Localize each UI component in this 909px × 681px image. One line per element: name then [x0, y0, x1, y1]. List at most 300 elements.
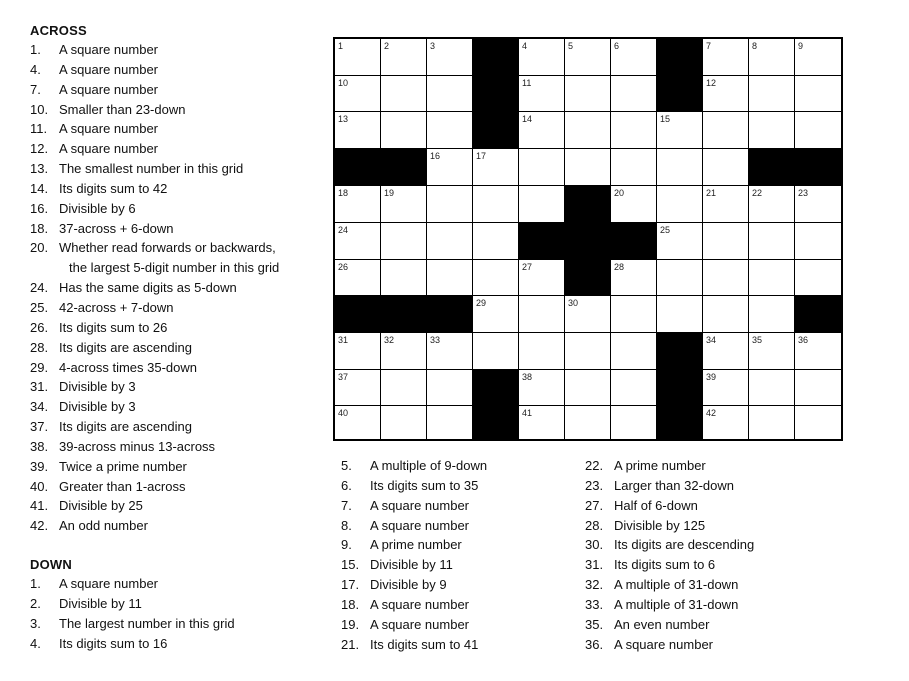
- black-square: [611, 223, 657, 260]
- black-square: [657, 333, 703, 370]
- grid-cell[interactable]: [657, 149, 703, 186]
- clue-text-line: Whether read forwards or backwards,: [59, 240, 276, 256]
- black-square: [749, 149, 795, 186]
- grid-cell[interactable]: [473, 223, 519, 260]
- grid-cell[interactable]: [657, 186, 703, 223]
- clue-text: [614, 516, 705, 536]
- clue-number: 10.: [30, 101, 49, 117]
- grid-cell[interactable]: [749, 260, 795, 296]
- cell-number: 13: [338, 114, 349, 124]
- clue-text-line: Divisible by 11: [59, 595, 142, 611]
- grid-cell[interactable]: [519, 406, 565, 439]
- clue-item: [30, 338, 320, 358]
- clue-number: 13.: [30, 161, 49, 177]
- grid-cell[interactable]: [795, 186, 841, 223]
- clue-text-line: A multiple of 9-down: [370, 458, 488, 473]
- grid-cell[interactable]: [335, 112, 381, 149]
- clue-item: [585, 476, 815, 496]
- grid-cell[interactable]: [381, 260, 427, 296]
- clue-text: [370, 555, 453, 575]
- clue-text-line: A square number: [59, 141, 159, 157]
- grid-cell[interactable]: [703, 186, 749, 223]
- grid-cell[interactable]: [335, 76, 381, 112]
- clue-text-line: Greater than 1-across: [59, 478, 186, 494]
- down-clue-list-1: [30, 574, 320, 653]
- grid-cell[interactable]: [427, 76, 473, 112]
- black-square: [565, 260, 611, 296]
- clue-text: [59, 437, 215, 457]
- cell-number: 24: [338, 225, 349, 235]
- clue-number: 34.: [30, 399, 49, 415]
- clue-text-line: A square number: [370, 616, 470, 632]
- clue-text: [59, 179, 167, 199]
- grid-cell[interactable]: [427, 260, 473, 296]
- clue-text-line: Divisible by 11: [370, 557, 453, 573]
- black-square: [657, 39, 703, 76]
- down-clue-list-3: [585, 456, 815, 654]
- clue-number: 12.: [30, 141, 49, 157]
- clue-text: [59, 457, 187, 477]
- grid-cell[interactable]: [565, 112, 611, 149]
- clue-text: [59, 417, 192, 437]
- cell-number: 33: [430, 335, 441, 345]
- cell-number: 32: [384, 335, 395, 345]
- clue-item: [30, 298, 320, 318]
- clue-item: [30, 238, 320, 278]
- clue-text-line: A square number: [370, 517, 470, 533]
- clue-text-line: The smallest number in this grid: [59, 161, 244, 177]
- grid-cell[interactable]: [335, 186, 381, 223]
- clue-text: [59, 496, 143, 516]
- clue-text-line: Divisible by 6: [59, 200, 136, 216]
- clue-number: 29.: [30, 359, 49, 375]
- clue-number: 5.: [341, 458, 352, 473]
- grid-cell[interactable]: [749, 112, 795, 149]
- clue-item: [30, 119, 320, 139]
- grid-cell[interactable]: [795, 370, 841, 406]
- grid-cell[interactable]: [519, 260, 565, 296]
- cell-number: 40: [338, 408, 349, 418]
- clue-number: 39.: [30, 458, 49, 474]
- clue-item: [30, 100, 320, 120]
- clue-number: 7.: [30, 81, 41, 97]
- clue-text-line: Its digits sum to 16: [59, 635, 168, 651]
- cell-number: 3: [430, 41, 436, 51]
- grid-cell[interactable]: [795, 223, 841, 260]
- cell-number: 15: [660, 114, 671, 124]
- clue-text: [614, 635, 713, 655]
- grid-cell[interactable]: [335, 260, 381, 296]
- clue-item: [30, 219, 320, 239]
- clue-item: [585, 635, 815, 655]
- cell-number: 9: [798, 41, 804, 51]
- grid-cell[interactable]: [381, 406, 427, 439]
- clue-number: 35.: [585, 616, 604, 632]
- grid-cell[interactable]: [795, 76, 841, 112]
- grid-cell[interactable]: [381, 370, 427, 406]
- grid-cell[interactable]: [519, 186, 565, 223]
- clue-text-line: A square number: [59, 42, 159, 57]
- grid-cell[interactable]: [611, 370, 657, 406]
- grid-cell[interactable]: [749, 333, 795, 370]
- clue-item: [341, 555, 571, 575]
- clue-item: [30, 40, 320, 60]
- grid-cell[interactable]: [519, 333, 565, 370]
- clue-number: 8.: [341, 517, 352, 533]
- grid-cell[interactable]: [749, 76, 795, 112]
- black-square: [473, 370, 519, 406]
- grid-cell[interactable]: [473, 333, 519, 370]
- clue-text: [370, 635, 478, 655]
- clue-item: [30, 397, 320, 417]
- cell-number: 19: [384, 188, 395, 198]
- clue-text: [614, 615, 709, 635]
- black-square: [657, 370, 703, 406]
- clue-item: [341, 496, 571, 516]
- clue-text: [614, 595, 738, 615]
- clue-text-line: A square number: [59, 61, 159, 77]
- clue-text: [614, 456, 706, 476]
- grid-cell[interactable]: [427, 370, 473, 406]
- clue-text-line: A square number: [370, 596, 470, 612]
- cell-number: 25: [660, 225, 671, 235]
- grid-cell[interactable]: [427, 223, 473, 260]
- black-square: [473, 406, 519, 439]
- clue-text: [59, 477, 185, 497]
- grid-cell[interactable]: [703, 260, 749, 296]
- grid-cell[interactable]: [381, 223, 427, 260]
- grid-cell[interactable]: [519, 149, 565, 186]
- clue-number: 18.: [30, 220, 49, 236]
- cell-number: 1: [338, 41, 344, 51]
- grid-cell[interactable]: [703, 370, 749, 406]
- across-clue-list: [30, 40, 320, 536]
- grid-cell[interactable]: [749, 223, 795, 260]
- clue-number: 17.: [341, 577, 360, 593]
- clue-text-line: 37-across + 6-down: [59, 220, 174, 236]
- black-square: [519, 223, 565, 260]
- grid-cell[interactable]: [335, 333, 381, 370]
- cell-number: 35: [752, 335, 763, 345]
- clue-text: [59, 318, 167, 338]
- cell-number: 27: [522, 262, 533, 272]
- grid-cell[interactable]: [335, 370, 381, 406]
- grid-cell[interactable]: [749, 370, 795, 406]
- cell-number: 30: [568, 298, 579, 308]
- clue-text-line: Divisible by 25: [59, 498, 143, 514]
- clue-number: 2.: [30, 595, 41, 611]
- clue-text-line: Its digits are ascending: [59, 339, 192, 355]
- clue-number: 4.: [30, 61, 41, 77]
- clue-number: 24.: [30, 280, 49, 296]
- black-square: [381, 149, 427, 186]
- grid-cell[interactable]: [565, 296, 611, 333]
- black-square: [335, 296, 381, 333]
- cell-number: 28: [614, 262, 625, 272]
- black-square: [427, 296, 473, 333]
- clue-text-line: Twice a prime number: [59, 458, 187, 474]
- clue-item: [30, 60, 320, 80]
- grid-cell[interactable]: [611, 39, 657, 76]
- grid-cell[interactable]: [565, 333, 611, 370]
- grid-cell[interactable]: [611, 296, 657, 333]
- clue-text-line: Half of 6-down: [614, 497, 698, 513]
- clue-text: [59, 634, 167, 654]
- clue-text-line: Divisible by 9: [370, 577, 447, 593]
- grid-cell[interactable]: [381, 76, 427, 112]
- clue-number: 30.: [585, 537, 604, 553]
- clue-text: [370, 516, 469, 536]
- clue-item: [30, 457, 320, 477]
- clue-text: [59, 338, 192, 358]
- clue-item: [585, 456, 815, 476]
- cell-number: 37: [338, 372, 349, 382]
- grid-cell[interactable]: [565, 370, 611, 406]
- clue-text-line: Larger than 32-down: [614, 477, 734, 493]
- grid-cell[interactable]: [335, 39, 381, 76]
- clue-text-line: 4-across times 35-down: [59, 359, 197, 375]
- clue-item: [30, 614, 320, 634]
- clue-text-line: Its digits sum to 41: [370, 636, 479, 652]
- grid-cell[interactable]: [703, 76, 749, 112]
- grid-cell[interactable]: [657, 223, 703, 260]
- clue-item: [30, 634, 320, 654]
- clue-item: [30, 437, 320, 457]
- clue-text: [370, 575, 447, 595]
- clue-item: [585, 516, 815, 536]
- grid-cell[interactable]: [427, 149, 473, 186]
- clue-text: [370, 535, 462, 555]
- grid-cell[interactable]: [611, 333, 657, 370]
- clue-item: [30, 594, 320, 614]
- clue-item: [341, 575, 571, 595]
- clue-text: [614, 555, 715, 575]
- cell-number: 36: [798, 335, 809, 345]
- clue-number: 9.: [341, 537, 352, 553]
- clue-text: [370, 615, 469, 635]
- grid-cell[interactable]: [795, 112, 841, 149]
- clue-item: [585, 535, 815, 555]
- clue-text-line: A square number: [59, 81, 159, 97]
- clue-number: 11.: [30, 121, 48, 137]
- clue-text-line: The largest number in this grid: [59, 615, 235, 631]
- clue-number: 28.: [585, 517, 604, 533]
- grid-cell[interactable]: [611, 186, 657, 223]
- grid-cell[interactable]: [381, 333, 427, 370]
- grid-cell[interactable]: [519, 112, 565, 149]
- clue-text-line: Its digits sum to 35: [370, 477, 479, 493]
- clue-text: [59, 574, 158, 594]
- cell-number: 17: [476, 151, 487, 161]
- clue-text: [370, 496, 469, 516]
- grid-cell[interactable]: [519, 39, 565, 76]
- clue-text-line: Smaller than 23-down: [59, 101, 186, 117]
- grid-cell[interactable]: [703, 223, 749, 260]
- grid-cell[interactable]: [795, 333, 841, 370]
- grid-cell[interactable]: [565, 149, 611, 186]
- grid-cell[interactable]: [611, 260, 657, 296]
- grid-cell[interactable]: [795, 260, 841, 296]
- clue-number: 32.: [585, 577, 604, 593]
- clue-text: [614, 476, 734, 496]
- clue-text: [59, 219, 174, 239]
- clue-text-line: A square number: [59, 121, 159, 137]
- cell-number: 42: [706, 408, 717, 418]
- clue-item: [30, 496, 320, 516]
- clue-number: 14.: [30, 180, 49, 196]
- clue-item: [585, 575, 815, 595]
- cell-number: 18: [338, 188, 349, 198]
- clue-item: [30, 477, 320, 497]
- grid-cell[interactable]: [381, 112, 427, 149]
- clue-text: [59, 397, 136, 417]
- grid-cell[interactable]: [473, 186, 519, 223]
- clue-number: 38.: [30, 438, 49, 454]
- clue-item: [341, 476, 571, 496]
- clue-text: [59, 594, 142, 614]
- grid-cell[interactable]: [611, 76, 657, 112]
- grid-cell[interactable]: [611, 149, 657, 186]
- black-square: [473, 112, 519, 149]
- clue-number: 22.: [585, 458, 604, 473]
- clue-text-line: Divisible by 3: [59, 399, 136, 415]
- clue-item: [30, 358, 320, 378]
- clue-text-line: Divisible by 125: [614, 517, 706, 533]
- grid-cell[interactable]: [611, 112, 657, 149]
- clue-number: 27.: [585, 497, 604, 513]
- clue-text-line: Divisible by 3: [59, 379, 136, 395]
- clue-number: 33.: [585, 596, 604, 612]
- clue-number: 41.: [30, 498, 49, 514]
- grid-cell[interactable]: [427, 112, 473, 149]
- grid-cell[interactable]: [657, 112, 703, 149]
- clue-item: [341, 535, 571, 555]
- grid-cell[interactable]: [795, 406, 841, 439]
- crossword-grid: [333, 37, 843, 441]
- clue-item: [585, 555, 815, 575]
- clue-text: [59, 516, 148, 536]
- grid-cell[interactable]: [703, 406, 749, 439]
- grid-cell[interactable]: [519, 76, 565, 112]
- clue-text-line: Its digits are ascending: [59, 419, 192, 435]
- grid-cell[interactable]: [335, 223, 381, 260]
- cell-number: 12: [706, 78, 717, 88]
- grid-cell[interactable]: [749, 186, 795, 223]
- down-clue-list-2: [341, 456, 571, 654]
- clue-item: [341, 456, 571, 476]
- cell-number: 39: [706, 372, 717, 382]
- cell-number: 23: [798, 188, 809, 198]
- clue-number: 42.: [30, 518, 49, 534]
- clue-item: [30, 179, 320, 199]
- cell-number: 29: [476, 298, 487, 308]
- black-square: [565, 223, 611, 260]
- clue-number: 40.: [30, 478, 49, 494]
- clue-item: [30, 199, 320, 219]
- clue-text-line: A prime number: [614, 458, 706, 473]
- black-square: [335, 149, 381, 186]
- grid-cell[interactable]: [795, 39, 841, 76]
- cell-number: 26: [338, 262, 349, 272]
- clue-text-line: A multiple of 31-down: [614, 596, 739, 612]
- grid-cell[interactable]: [565, 76, 611, 112]
- black-square: [473, 76, 519, 112]
- clue-number: 26.: [30, 319, 49, 335]
- grid-cell[interactable]: [565, 39, 611, 76]
- grid-cell[interactable]: [703, 112, 749, 149]
- clue-item: [30, 318, 320, 338]
- grid-cell[interactable]: [749, 406, 795, 439]
- clue-text: [59, 119, 158, 139]
- grid-cell[interactable]: [749, 296, 795, 333]
- clue-text-line: 39-across minus 13-across: [59, 438, 216, 454]
- grid-cell[interactable]: [703, 296, 749, 333]
- grid-cell[interactable]: [473, 149, 519, 186]
- clue-number: 19.: [341, 616, 360, 632]
- black-square: [657, 76, 703, 112]
- cell-number: 31: [338, 335, 349, 345]
- clue-text: [370, 456, 487, 476]
- grid-cell[interactable]: [381, 186, 427, 223]
- clue-item: [30, 278, 320, 298]
- grid-cell[interactable]: [427, 333, 473, 370]
- cell-number: 20: [614, 188, 625, 198]
- clue-item: [585, 496, 815, 516]
- grid-cell[interactable]: [749, 39, 795, 76]
- clue-text: [59, 40, 158, 60]
- clue-number: 28.: [30, 339, 49, 355]
- grid-cell[interactable]: [427, 39, 473, 76]
- grid-cell[interactable]: [427, 186, 473, 223]
- grid-cell[interactable]: [381, 39, 427, 76]
- clue-number: 21.: [341, 636, 360, 652]
- black-square: [473, 39, 519, 76]
- grid-cell[interactable]: [703, 149, 749, 186]
- grid-cell[interactable]: [427, 406, 473, 439]
- clue-text-continuation: the largest 5-digit number in this grid: [69, 260, 280, 276]
- clue-text-line: An odd number: [59, 518, 148, 534]
- clue-item: [30, 139, 320, 159]
- clue-item: [341, 635, 571, 655]
- clue-text-line: An even number: [614, 616, 710, 632]
- grid-cell[interactable]: [335, 406, 381, 439]
- grid-cell[interactable]: [657, 296, 703, 333]
- grid-cell[interactable]: [657, 260, 703, 296]
- grid-cell[interactable]: [703, 333, 749, 370]
- clue-item: [30, 80, 320, 100]
- grid-cell[interactable]: [611, 406, 657, 439]
- grid-cell[interactable]: [473, 296, 519, 333]
- clue-text-line: 42-across + 7-down: [59, 299, 174, 315]
- clue-text-line: A square number: [370, 497, 470, 513]
- clue-item: [341, 516, 571, 536]
- clue-number: 1.: [30, 576, 41, 591]
- grid-cell[interactable]: [519, 370, 565, 406]
- cell-number: 41: [522, 408, 533, 418]
- cell-number: 38: [522, 372, 533, 382]
- grid-cell[interactable]: [519, 296, 565, 333]
- clue-item: [341, 615, 571, 635]
- clue-text: [59, 60, 158, 80]
- grid-cell[interactable]: [565, 406, 611, 439]
- cell-number: 2: [384, 41, 390, 51]
- grid-cell[interactable]: [703, 39, 749, 76]
- grid-cell[interactable]: [473, 260, 519, 296]
- clue-number: 7.: [341, 497, 352, 513]
- cell-number: 5: [568, 41, 574, 51]
- clue-text: [59, 238, 309, 278]
- clue-text: [59, 377, 136, 397]
